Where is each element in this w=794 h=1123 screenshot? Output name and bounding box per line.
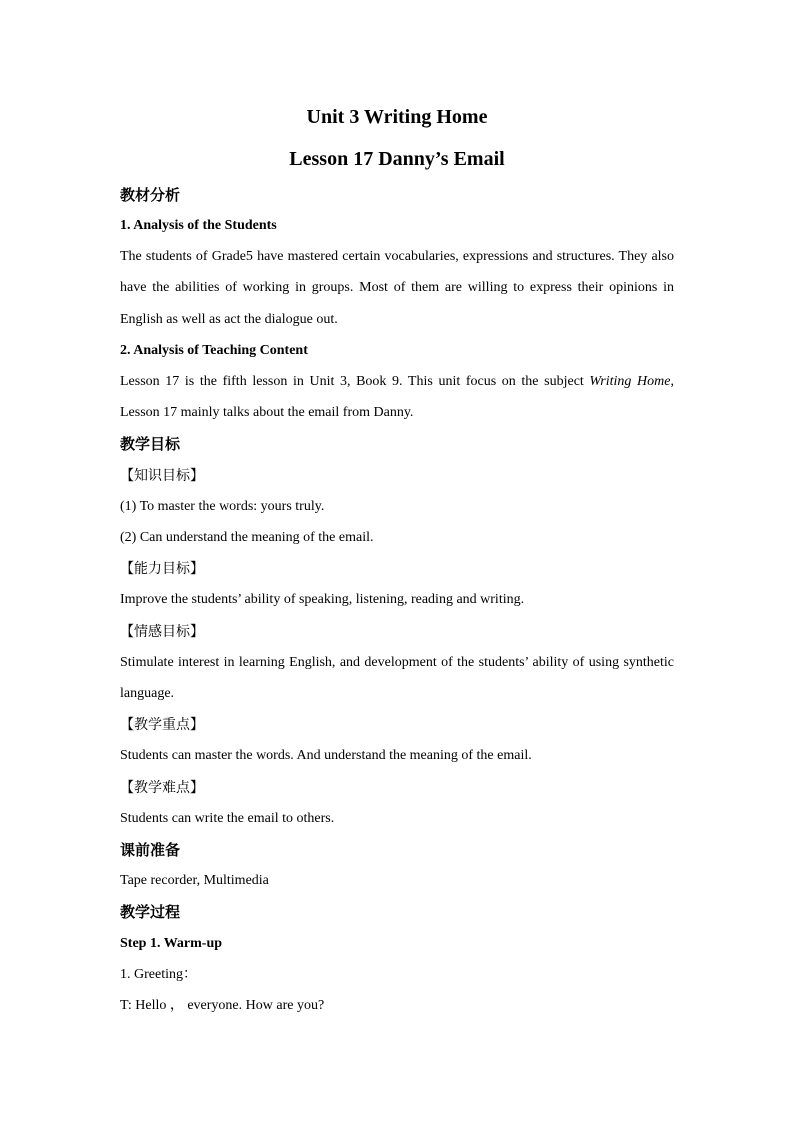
- content-paragraph-line-1: [120, 373, 674, 391]
- label-ability-goal: 【能力目标】: [120, 561, 204, 577]
- label-emotion-goal: 【情感目标】: [120, 624, 204, 640]
- lesson-title: Lesson 17 Danny’s Email: [289, 148, 505, 170]
- content-text-b: ,: [670, 374, 674, 389]
- heading-analysis-students: 1. Analysis of the Students: [120, 218, 277, 233]
- label-knowledge-goal: 【知识目标】: [120, 468, 204, 484]
- knowledge-item-1: (1) To master the words: yours truly.: [120, 499, 325, 514]
- heading-process: 教学过程: [120, 903, 181, 921]
- greeting-label: 1. Greeting：: [120, 967, 197, 982]
- students-paragraph-line-1: The students of Grade5 have mastered certain vocabularies, expressions and structures. They also: [120, 249, 674, 264]
- content-subject-italic: Writing Home: [589, 374, 671, 389]
- emotion-text-line-2: language.: [120, 686, 175, 701]
- knowledge-item-2: (2) Can understand the meaning of the email.: [120, 530, 374, 545]
- key-points-text: Students can master the words. And understand the meaning of the email.: [120, 748, 532, 763]
- preparation-text: Tape recorder, Multimedia: [120, 873, 269, 888]
- emotion-text-line-1: Stimulate interest in learning English, and development of the students’ ability of using synthetic: [120, 655, 674, 670]
- content-paragraph-line-2: Lesson 17 mainly talks about the email from Danny.: [120, 405, 414, 420]
- label-key-points: 【教学重点】: [120, 717, 204, 733]
- students-paragraph-line-3: English as well as act the dialogue out.: [120, 312, 338, 327]
- content-text-a: Lesson 17 is the fifth lesson in Unit 3, Book 9. This unit focus on the subject: [120, 374, 590, 389]
- label-difficult-points: 【教学难点】: [120, 780, 204, 796]
- heading-analysis-content: 2. Analysis of Teaching Content: [120, 343, 308, 358]
- ability-text: Improve the students’ ability of speaking, listening, reading and writing.: [120, 592, 525, 607]
- heading-objectives: 教学目标: [120, 435, 181, 453]
- heading-preparation: 课前准备: [120, 841, 181, 859]
- difficult-points-text: Students can write the email to others.: [120, 811, 335, 826]
- unit-title: Unit 3 Writing Home: [306, 106, 488, 128]
- teacher-dialogue-line: T: Hello ， everyone. How are you?: [120, 998, 325, 1013]
- heading-step-1: Step 1. Warm-up: [120, 936, 223, 951]
- heading-material-analysis: 教材分析: [120, 186, 181, 204]
- students-paragraph-line-2: have the abilities of working in groups. Most of them are willing to express their opinions in: [120, 280, 674, 295]
